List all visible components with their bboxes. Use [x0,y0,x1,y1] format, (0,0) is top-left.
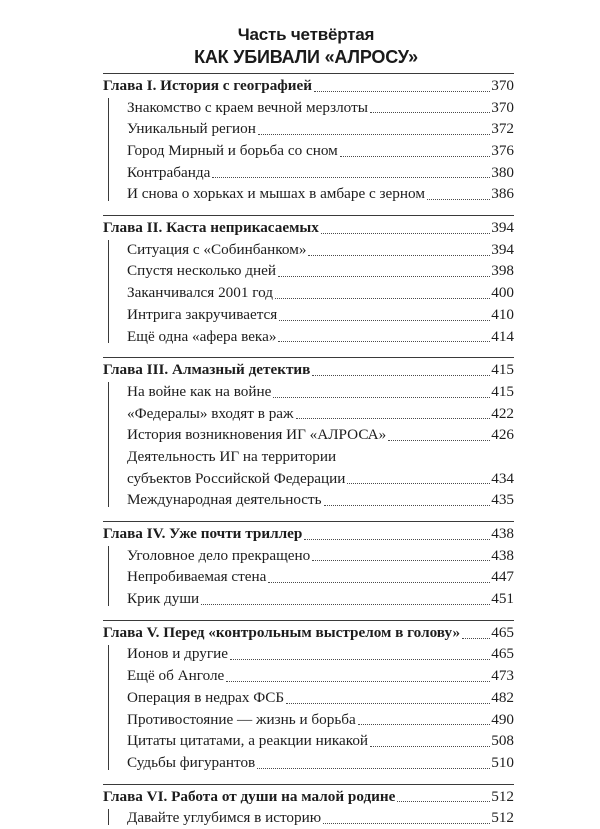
dot-leader [273,396,490,398]
section-entry-page: 386 [491,185,514,203]
chapter-entry-page: 394 [491,219,514,237]
chapter-divider [103,357,514,358]
section-entry-title: Деятельность ИГ на территории [127,447,337,465]
chapter-block [103,781,514,829]
part-header [96,24,516,68]
dot-leader [278,340,490,342]
section-entry-continued-page: 434 [491,469,514,487]
part-number: Часть четвёртая [237,25,375,44]
dot-leader [358,723,491,725]
chapter-entry-title: Глава I. История с географией [103,76,313,94]
dot-leader [314,90,490,92]
dot-leader [257,767,490,769]
section-entry[interactable] [103,304,514,326]
section-entry[interactable] [103,282,514,304]
section-entry[interactable] [103,709,514,731]
section-entry-page: 465 [491,645,514,663]
section-entry[interactable] [103,140,514,162]
section-entry-title: Знакомство с краем вечной мерзлоты [127,98,368,116]
chapter-divider [103,620,514,621]
section-entry-page: 380 [491,163,514,181]
dot-leader [427,198,490,200]
dot-leader [268,581,490,583]
section-entry-title: Операция в недрах ФСБ [127,688,285,706]
chapter-block [103,212,514,347]
section-entry-title: Ионов и другие [127,645,228,663]
chapter-side-bar [108,98,109,201]
section-entry-page: 447 [491,568,514,586]
chapter-divider [103,215,514,216]
chapter-block [103,518,514,610]
chapter-entry-page: 415 [491,361,514,379]
dot-leader [286,702,490,704]
dot-leader [278,275,490,277]
section-entry[interactable] [103,665,514,687]
section-entry-title: Ещё одна «афера века» [127,327,277,345]
chapter-entry[interactable] [103,217,514,239]
chapter-entry-title: Глава II. Каста неприкасаемых [103,219,319,237]
dot-leader [275,297,490,299]
section-entry-title: Заканчивался 2001 год [127,284,273,302]
dot-leader [308,254,490,256]
dot-leader [323,822,490,824]
section-entry[interactable] [103,261,514,283]
section-entry-title: Давайте углубимся в историю [127,809,322,827]
section-entry-title: На войне как на войне [127,382,272,400]
section-entry-page: 370 [491,98,514,116]
section-entry-title: Контрабанда [127,163,211,181]
section-entry[interactable] [103,588,514,610]
section-entry-title: Противостояние — жизнь и борьба [127,710,356,728]
chapter-side-bar [108,546,109,606]
section-entry[interactable] [103,545,514,567]
section-entry-page: 508 [491,732,514,750]
dot-leader [212,176,490,178]
dot-leader [296,417,491,419]
section-entry-page: 512 [491,809,514,827]
chapter-entry-page: 438 [491,525,514,543]
section-entry-page: 482 [491,688,514,706]
section-entry-title: И снова о хорьках и мышах в амбаре с зерном [127,185,425,203]
section-entry-page: 372 [491,120,514,138]
dot-leader [312,559,490,561]
part-title: КАК УБИВАЛИ «АЛРОСУ» [194,47,418,67]
chapter-block [103,617,514,774]
section-entry-continued-title: субъектов Российской Федерации [127,469,346,487]
section-entry[interactable] [103,687,514,709]
section-entry[interactable] [103,566,514,588]
chapter-entry-title: Глава VI. Работа от души на малой родине [103,787,396,805]
section-entry-page: 415 [491,382,514,400]
chapter-block [103,354,514,511]
chapter-entry[interactable] [103,359,514,381]
dot-leader [226,680,490,682]
section-entry-title: Спустя несколько дней [127,262,277,280]
section-entry[interactable] [103,97,514,119]
chapter-entry-page: 370 [491,76,514,94]
section-entry[interactable] [103,489,514,511]
section-entry[interactable] [103,424,514,446]
chapter-entry-title: Глава V. Перед «контрольным выстрелом в голову» [103,623,461,641]
section-entry-page: 400 [491,284,514,302]
section-entry[interactable] [103,239,514,261]
section-entry[interactable] [103,403,514,425]
dot-leader [230,658,490,660]
section-entry-page: 438 [491,546,514,564]
section-entry[interactable] [103,644,514,666]
section-entry-title: История возникновения ИГ «АЛРОСА» [127,426,387,444]
section-entry-title: Интрига закручивается [127,305,278,323]
dot-leader [340,155,490,157]
section-entry-page: 435 [491,491,514,509]
dot-leader [462,637,490,639]
dot-leader [321,232,490,234]
section-entry-title: Уникальный регион [127,120,256,138]
dot-leader [201,603,490,605]
section-entry-page: 473 [491,667,514,685]
section-entry-page: 451 [491,590,514,608]
section-entry-title: Город Мирный и борьба со сном [127,142,338,160]
dot-leader [312,374,490,376]
section-entry-page: 410 [491,305,514,323]
chapter-block [103,70,514,205]
section-entry-page: 422 [491,404,514,422]
chapter-divider [103,784,514,785]
section-entry-title: Цитаты цитатами, а реакции никакой [127,732,369,750]
section-entry[interactable] [103,118,514,140]
section-entry[interactable] [103,381,514,403]
chapter-side-bar [108,382,109,507]
section-entry-page: 510 [491,753,514,771]
chapter-entry-page: 512 [491,787,514,805]
chapter-entry[interactable] [103,523,514,545]
section-entry-page: 414 [491,327,514,345]
chapter-side-bar [108,240,109,343]
section-entry[interactable] [103,730,514,752]
section-entry[interactable] [103,183,514,205]
section-entry-title: Непробиваемая стена [127,568,267,586]
dot-leader [324,504,491,506]
dot-leader [397,800,490,802]
chapter-entry-title: Глава IV. Уже почти триллер [103,525,303,543]
section-entry-page: 490 [491,710,514,728]
dot-leader [388,439,490,441]
dot-leader [370,111,490,113]
dot-leader [347,482,490,484]
section-entry[interactable] [103,752,514,774]
chapter-divider [103,73,514,74]
dot-leader [258,133,490,135]
section-entry-page: 426 [491,426,514,444]
table-of-contents [103,70,514,829]
section-entry-page: 376 [491,142,514,160]
section-entry-title: Международная деятельность [127,491,322,509]
chapter-entry[interactable] [103,786,514,808]
section-entry-title: Ситуация с «Собинбанком» [127,240,307,258]
chapter-entry-title: Глава III. Алмазный детектив [103,361,311,379]
section-entry[interactable] [103,326,514,348]
section-entry[interactable] [103,162,514,184]
chapter-side-bar [108,809,109,825]
section-entry-title: «Федералы» входят в раж [127,404,294,422]
section-entry-title: Ещё об Анголе [127,667,225,685]
chapter-entry[interactable] [103,622,514,644]
dot-leader [304,538,490,540]
chapter-entry[interactable] [103,75,514,97]
chapter-divider [103,521,514,522]
section-entry-title: Судьбы фигурантов [127,753,256,771]
section-entry[interactable] [103,446,514,468]
chapter-entry-page: 465 [491,623,514,641]
section-entry-title: Уголовное дело прекращено [127,546,311,564]
section-entry[interactable] [103,807,514,829]
section-entry-page: 394 [491,240,514,258]
dot-leader [370,745,490,747]
section-entry-continued[interactable] [103,468,514,490]
section-entry-page: 398 [491,262,514,280]
section-entry-title: Крик души [127,590,200,608]
dot-leader [279,319,490,321]
chapter-side-bar [108,645,109,770]
